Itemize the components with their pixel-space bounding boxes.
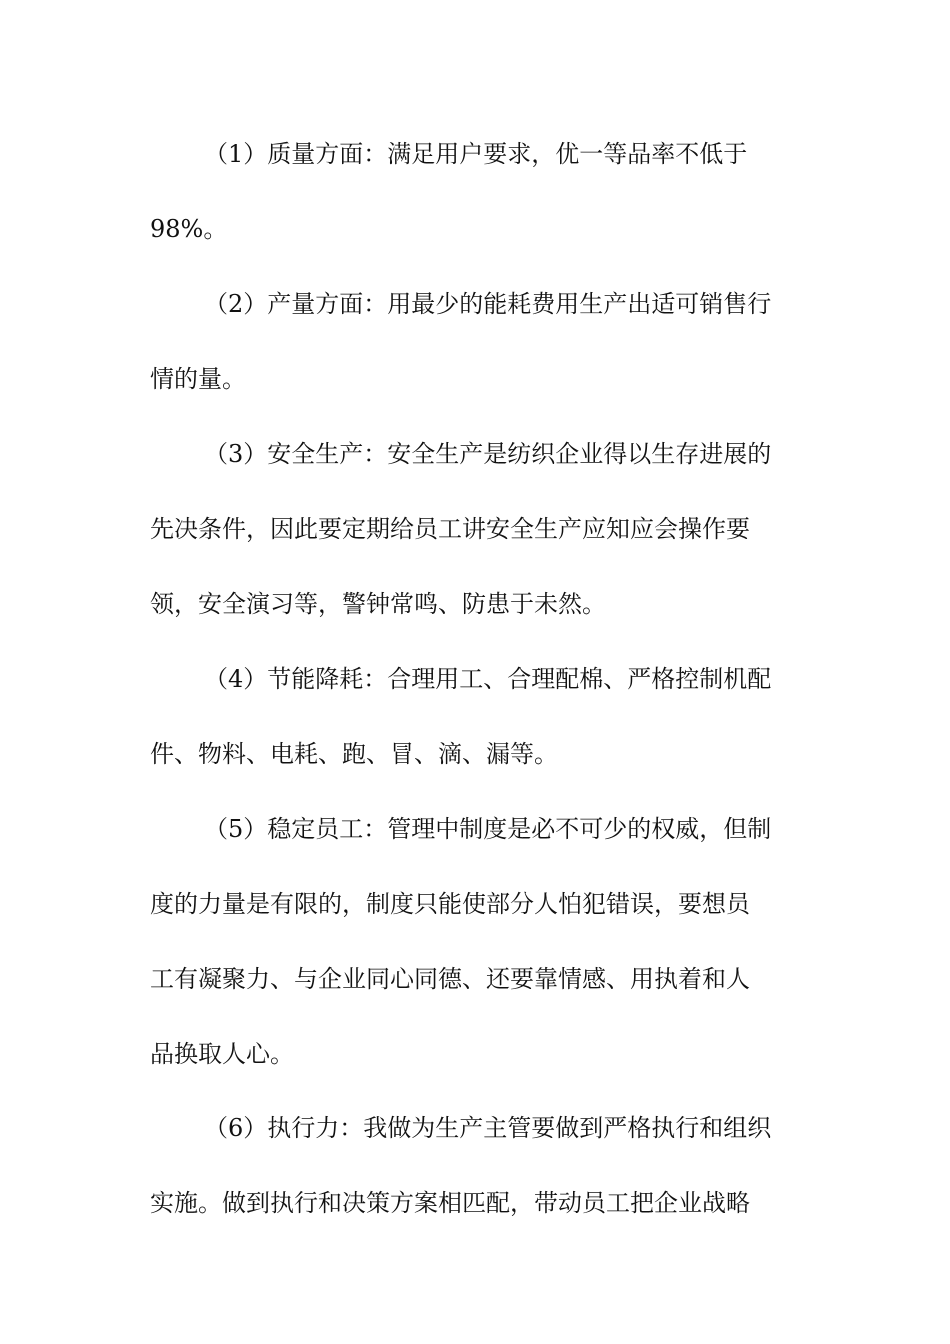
paragraph-line: 件、物料、电耗、跑、冒、滴、漏等。 bbox=[150, 740, 558, 768]
paragraph-line: （1）质量方面：满足用户要求，优一等品率不低于 bbox=[204, 140, 748, 168]
paragraph-line: 工有凝聚力、与企业同心同德、还要靠情感、用执着和人 bbox=[150, 965, 750, 993]
paragraph-line: 先决条件，因此要定期给员工讲安全生产应知应会操作要 bbox=[150, 515, 750, 543]
paragraph-line: 品换取人心。 bbox=[150, 1040, 294, 1068]
paragraph-line: 实施。做到执行和决策方案相匹配，带动员工把企业战略 bbox=[150, 1189, 750, 1217]
paragraph-line: 情的量。 bbox=[150, 365, 246, 393]
paragraph-line: （6）执行力：我做为生产主管要做到严格执行和组织 bbox=[204, 1114, 772, 1142]
paragraph-line: 度的力量是有限的，制度只能使部分人怕犯错误，要想员 bbox=[150, 890, 750, 918]
paragraph-line: （2）产量方面：用最少的能耗费用生产出适可销售行 bbox=[204, 290, 772, 318]
paragraph-line: （3）安全生产：安全生产是纺织企业得以生存进展的 bbox=[204, 440, 772, 468]
paragraph-line: 98%。 bbox=[150, 215, 228, 243]
paragraph-line: （5）稳定员工：管理中制度是必不可少的权威，但制 bbox=[204, 815, 772, 843]
paragraph-line: 领，安全演习等，警钟常鸣、防患于未然。 bbox=[150, 590, 606, 618]
paragraph-line: （4）节能降耗：合理用工、合理配棉、严格控制机配 bbox=[204, 665, 772, 693]
